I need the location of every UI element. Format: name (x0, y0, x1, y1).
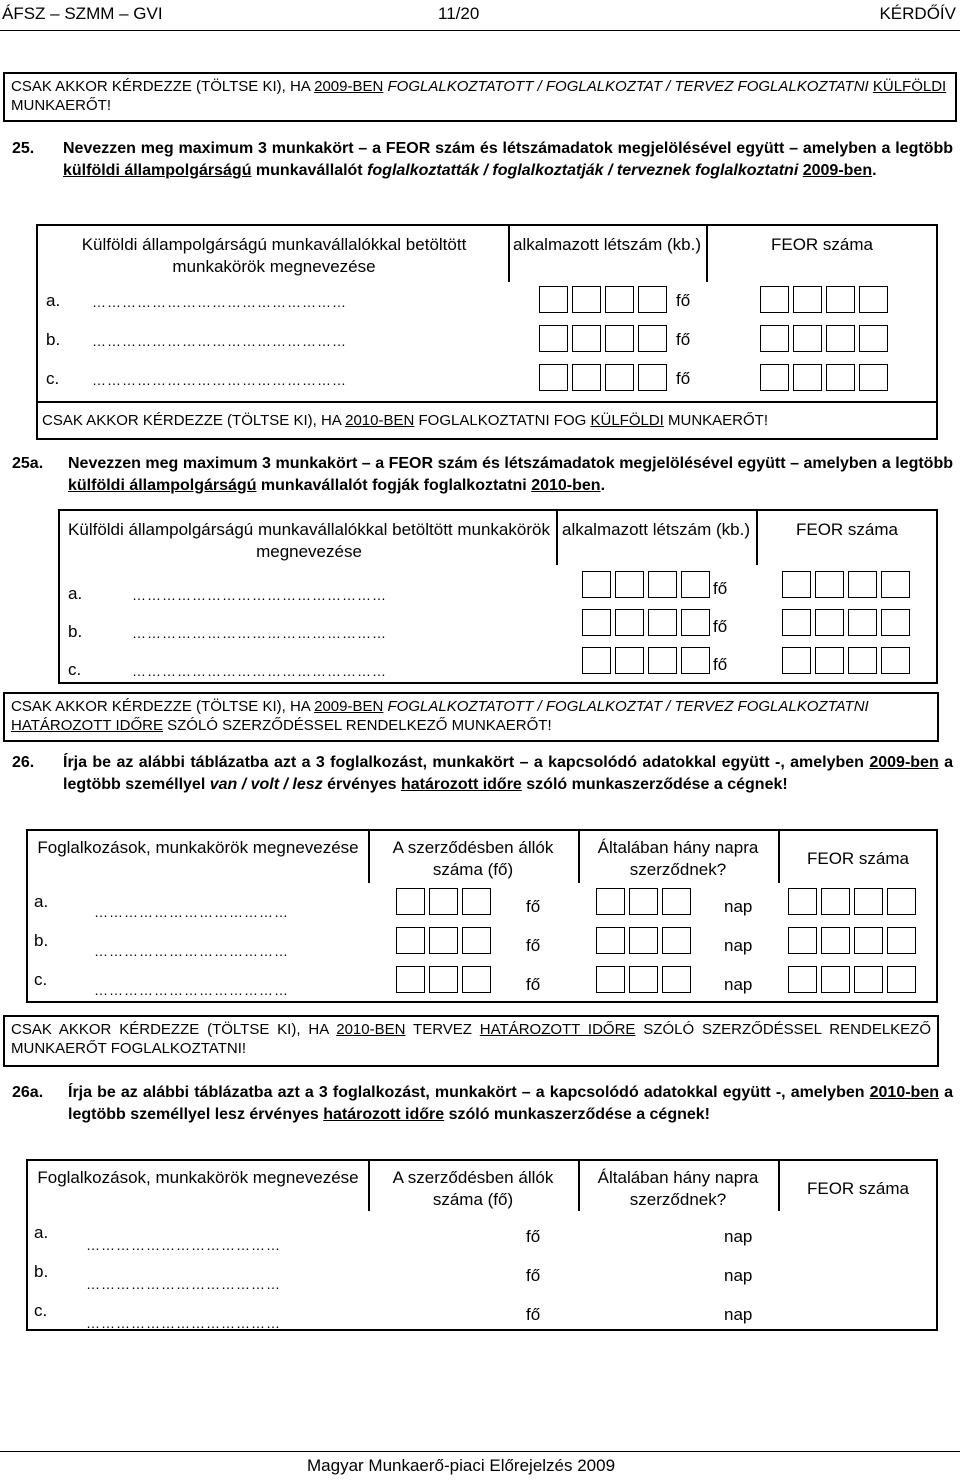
headcount-digit-boxes[interactable] (582, 647, 710, 674)
condition-box-3: CSAK AKKOR KÉRDEZZE (TÖLTSE KI), HA 2009-BEN FOGLALKOZTATOTT / FOGLALKOZTAT / TERVEZ FOGLALKOZTATNI HATÁROZOTT IDŐRE SZÓLÓ SZERZŐDÉSSEL RENDELKEZŐ MUNKAERŐT! (3, 692, 939, 742)
feor-digit-boxes[interactable] (760, 325, 888, 352)
contract-count-digit-boxes[interactable] (396, 888, 491, 915)
question-text-25a: Nevezzen meg maximum 3 munkakört – a FEOR szám és létszámadatok megjelölésével együtt – amelyben a legtöbb külföldi állampolgárságú munkavállalót fogják foglalkoztatni 2010-ben. (68, 455, 953, 494)
table-row: a. ………………………………… fő nap (34, 1223, 753, 1253)
table-row: c. …………………………………………… fő (46, 364, 926, 394)
question-number-25: 25. (12, 140, 35, 157)
condition-box-2: CSAK AKKOR KÉRDEZZE (TÖLTSE KI), HA 2010-BEN FOGLALKOZTATNI FOG KÜLFÖLDI MUNKAERŐT! (42, 412, 769, 429)
column-header-feor: FEOR száma (795, 520, 899, 539)
table-row: b. …………………………………………… fő (46, 325, 926, 355)
contract-count-digit-boxes[interactable] (396, 966, 491, 993)
contract-count-digit-boxes[interactable] (396, 927, 491, 954)
feor-digit-boxes[interactable] (782, 647, 910, 674)
feor-digit-boxes[interactable] (782, 609, 910, 636)
feor-digit-boxes[interactable] (782, 571, 910, 598)
column-header-job-title: Külföldi állampolgárságú munkavállalókkal betöltött munkakörök megnevezése (68, 520, 550, 561)
feor-digit-boxes[interactable] (760, 364, 888, 391)
table-26 (26, 829, 938, 1003)
question-number-26a: 26a. (12, 1084, 44, 1101)
page-number: 11/20 (438, 4, 480, 23)
table-row: a. ………………………………… fő nap (34, 888, 934, 918)
footer-text: Magyar Munkaerő-piaci Előrejelzés 2009 (307, 1456, 616, 1475)
column-header-contract-count: A szerződésben állók száma (fő) (392, 1168, 554, 1209)
column-header-feor: FEOR száma (806, 1179, 910, 1198)
feor-digit-boxes[interactable] (788, 966, 916, 993)
table-row: b. ………………………………… fő nap (34, 927, 934, 957)
feor-digit-boxes[interactable] (760, 286, 888, 313)
table-row: b. …………………………………………… fő (68, 609, 928, 639)
column-header-feor: FEOR száma (806, 849, 910, 868)
question-number-25a: 25a. (12, 455, 44, 472)
headcount-digit-boxes[interactable] (539, 364, 667, 391)
question-text-25: Nevezzen meg maximum 3 munkakört – a FEOR szám és létszámadatok megjelölésével együtt – amelyben a legtöbb külföldi állampolgárságú munkavállalót foglalkoztatták / foglalkoztatják / terveznek foglalkoztatni 2009-ben. (63, 140, 953, 179)
headcount-digit-boxes[interactable] (539, 286, 667, 313)
column-header-headcount: alkalmazott létszám (kb.) (562, 520, 750, 539)
table-row: b. ………………………………… fő nap (34, 1262, 753, 1292)
contract-days-digit-boxes[interactable] (596, 966, 691, 993)
headcount-digit-boxes[interactable] (582, 571, 710, 598)
table-row: c. ………………………………… fő nap (34, 1301, 753, 1331)
question-text-26: Írja be az alábbi táblázatba azt a 3 foglalkozást, munkakört – a kapcsolódó adatokkal együtt -, amelyben 2009-ben a legtöbb személlyel van / volt / lesz érvényes határozott időre szóló munkaszerződése a cégnek! (63, 754, 953, 793)
contract-days-digit-boxes[interactable] (596, 927, 691, 954)
condition-box-4: CSAK AKKOR KÉRDEZZE (TÖLTSE KI), HA 2010-BEN TERVEZ HATÁROZOTT IDŐRE SZÓLÓ SZERZŐDÉSSEL RENDELKEZŐ MUNKAERŐT FOGLALKOZTATNI! (3, 1015, 939, 1067)
table-row: a. …………………………………………… fő (46, 286, 926, 316)
contract-days-digit-boxes[interactable] (596, 888, 691, 915)
question-number-26: 26. (12, 754, 35, 771)
column-header-contract-count: A szerződésben állók száma (fő) (392, 838, 554, 879)
footer-rule (0, 1451, 960, 1452)
headcount-digit-boxes[interactable] (539, 325, 667, 352)
column-header-occupation: Foglalkozások, munkakörök megnevezése (37, 838, 359, 857)
headcount-digit-boxes[interactable] (582, 609, 710, 636)
column-header-occupation: Foglalkozások, munkakörök megnevezése (37, 1168, 359, 1187)
feor-digit-boxes[interactable] (788, 927, 916, 954)
column-header-job-title: Külföldi állampolgárságú munkavállalókkal betöltött munkakörök megnevezése (81, 235, 467, 276)
header-rule (0, 30, 960, 31)
table-25 (36, 224, 938, 440)
table-25a (58, 509, 938, 684)
table-row: c. ………………………………… fő nap (34, 966, 934, 996)
column-header-headcount: alkalmazott létszám (kb.) (513, 235, 701, 254)
column-header-feor: FEOR száma (770, 235, 874, 254)
column-header-contract-days: Általában hány napra szerződnek? (597, 838, 759, 879)
feor-digit-boxes[interactable] (788, 888, 916, 915)
table-26a (26, 1159, 938, 1331)
table-row: c. …………………………………………… fő (68, 647, 928, 677)
header-left: ÁFSZ – SZMM – GVI (2, 4, 163, 23)
question-text-26a: Írja be az alábbi táblázatba azt a 3 foglalkozást, munkakört – a kapcsolódó adatokkal együtt -, amelyben 2010-ben a legtöbb személlyel lesz érvényes határozott időre szóló munkaszerződése a cégnek! (68, 1084, 953, 1123)
header-right: KÉRDŐÍV (879, 4, 956, 23)
column-header-contract-days: Általában hány napra szerződnek? (597, 1168, 759, 1209)
condition-box-1: CSAK AKKOR KÉRDEZZE (TÖLTSE KI), HA 2009-BEN FOGLALKOZTATOTT / FOGLALKOZTAT / TERVEZ FOGLALKOZTATNI KÜLFÖLDI MUNKAERŐT! (3, 72, 957, 122)
table-row: a. …………………………………………… fő (68, 571, 928, 601)
